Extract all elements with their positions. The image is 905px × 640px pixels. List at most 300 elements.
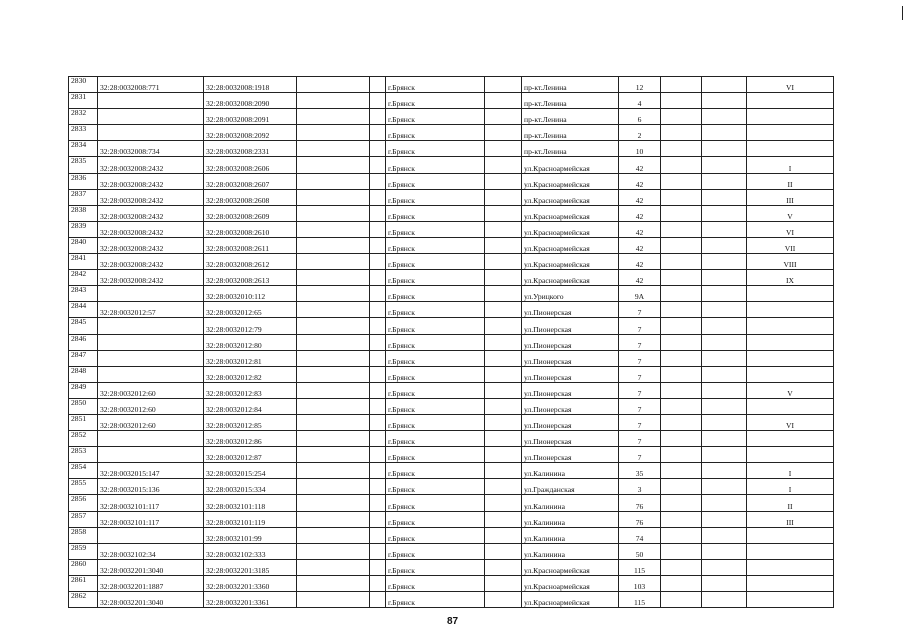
row-number-cell: 2851 <box>69 414 98 430</box>
table-row <box>69 431 834 447</box>
city-cell: г.Брянск <box>386 286 485 302</box>
empty-cell <box>297 398 370 414</box>
cadastral-number-cell <box>98 447 204 463</box>
cadastral-number-cell: 32:28:0032201:1887 <box>98 575 204 591</box>
street-cell: ул.Красноармейская <box>522 270 619 286</box>
empty-cell <box>702 173 747 189</box>
empty-cell <box>485 495 522 511</box>
empty-cell <box>661 93 702 109</box>
empty-cell <box>370 350 386 366</box>
row-number-cell: 2861 <box>69 575 98 591</box>
building-corpus-cell: IX <box>747 270 834 286</box>
row-number-cell: 2845 <box>69 318 98 334</box>
empty-cell <box>661 286 702 302</box>
cadastral-number-cell: 32:28:0032012:82 <box>204 366 297 382</box>
row-number-cell: 2831 <box>69 93 98 109</box>
cadastral-number-cell: 32:28:0032008:2611 <box>204 237 297 253</box>
cadastral-number-cell: 32:28:0032012:85 <box>204 414 297 430</box>
empty-cell <box>297 334 370 350</box>
house-number-cell: 12 <box>619 77 661 93</box>
row-number-cell: 2844 <box>69 302 98 318</box>
city-cell: г.Брянск <box>386 495 485 511</box>
empty-cell <box>702 141 747 157</box>
table-row <box>69 318 834 334</box>
cadastral-number-cell <box>98 125 204 141</box>
house-number-cell: 42 <box>619 173 661 189</box>
empty-cell <box>370 511 386 527</box>
city-cell: г.Брянск <box>386 479 485 495</box>
empty-cell <box>370 205 386 221</box>
cadastral-number-cell: 32:28:0032012:65 <box>204 302 297 318</box>
house-number-cell: 42 <box>619 205 661 221</box>
empty-cell <box>485 318 522 334</box>
building-corpus-cell: I <box>747 463 834 479</box>
building-corpus-cell <box>747 398 834 414</box>
city-cell: г.Брянск <box>386 575 485 591</box>
empty-cell <box>661 221 702 237</box>
cadastral-number-cell <box>98 431 204 447</box>
empty-cell <box>297 205 370 221</box>
empty-cell <box>370 495 386 511</box>
empty-cell <box>485 414 522 430</box>
empty-cell <box>297 350 370 366</box>
cadastral-number-cell: 32:28:0032201:3040 <box>98 592 204 608</box>
empty-cell <box>370 109 386 125</box>
empty-cell <box>702 125 747 141</box>
building-corpus-cell <box>747 431 834 447</box>
empty-cell <box>661 157 702 173</box>
empty-cell <box>702 559 747 575</box>
cadastral-number-cell: 32:28:0032008:734 <box>98 141 204 157</box>
table-row <box>69 543 834 559</box>
row-number-cell: 2860 <box>69 559 98 575</box>
row-number-cell: 2854 <box>69 463 98 479</box>
empty-cell <box>702 270 747 286</box>
empty-cell <box>370 237 386 253</box>
cadastral-number-cell: 32:28:0032015:334 <box>204 479 297 495</box>
cadastral-number-cell <box>98 334 204 350</box>
cadastral-number-cell: 32:28:0032008:2432 <box>98 173 204 189</box>
empty-cell <box>297 527 370 543</box>
street-cell: ул.Красноармейская <box>522 575 619 591</box>
row-number-cell: 2847 <box>69 350 98 366</box>
building-corpus-cell <box>747 93 834 109</box>
street-cell: пр-кт.Ленина <box>522 125 619 141</box>
empty-cell <box>661 463 702 479</box>
cadastral-number-cell <box>98 93 204 109</box>
empty-cell <box>702 205 747 221</box>
cadastral-number-cell <box>98 366 204 382</box>
street-cell: ул.Пионерская <box>522 318 619 334</box>
empty-cell <box>702 157 747 173</box>
row-number-cell: 2843 <box>69 286 98 302</box>
house-number-cell: 7 <box>619 366 661 382</box>
street-cell: ул.Калинина <box>522 527 619 543</box>
table-row <box>69 495 834 511</box>
table-row <box>69 382 834 398</box>
street-cell: ул.Красноармейская <box>522 173 619 189</box>
cadastral-number-cell: 32:28:0032008:2432 <box>98 189 204 205</box>
table-row <box>69 527 834 543</box>
street-cell: пр-кт.Ленина <box>522 141 619 157</box>
city-cell: г.Брянск <box>386 173 485 189</box>
city-cell: г.Брянск <box>386 254 485 270</box>
table-row <box>69 125 834 141</box>
house-number-cell: 115 <box>619 592 661 608</box>
empty-cell <box>297 157 370 173</box>
empty-cell <box>661 575 702 591</box>
city-cell: г.Брянск <box>386 382 485 398</box>
cadastral-number-cell: 32:28:0032012:81 <box>204 350 297 366</box>
building-corpus-cell: V <box>747 382 834 398</box>
empty-cell <box>702 382 747 398</box>
row-number-cell: 2833 <box>69 125 98 141</box>
house-number-cell: 103 <box>619 575 661 591</box>
city-cell: г.Брянск <box>386 157 485 173</box>
empty-cell <box>485 592 522 608</box>
empty-cell <box>485 511 522 527</box>
cadastral-number-cell: 32:28:0032010:112 <box>204 286 297 302</box>
building-corpus-cell <box>747 302 834 318</box>
row-number-cell: 2832 <box>69 109 98 125</box>
city-cell: г.Брянск <box>386 350 485 366</box>
row-number-cell: 2835 <box>69 157 98 173</box>
house-number-cell: 42 <box>619 270 661 286</box>
empty-cell <box>485 527 522 543</box>
empty-cell <box>661 447 702 463</box>
house-number-cell: 7 <box>619 334 661 350</box>
row-number-cell: 2850 <box>69 398 98 414</box>
empty-cell <box>370 398 386 414</box>
cadastral-number-cell: 32:28:0032008:2432 <box>98 157 204 173</box>
street-cell: ул.Пионерская <box>522 366 619 382</box>
empty-cell <box>702 189 747 205</box>
cadastral-number-cell: 32:28:0032102:34 <box>98 543 204 559</box>
table-row <box>69 157 834 173</box>
empty-cell <box>702 366 747 382</box>
empty-cell <box>370 559 386 575</box>
city-cell: г.Брянск <box>386 237 485 253</box>
empty-cell <box>485 479 522 495</box>
row-number-cell: 2857 <box>69 511 98 527</box>
empty-cell <box>370 527 386 543</box>
building-corpus-cell: V <box>747 205 834 221</box>
building-corpus-cell <box>747 543 834 559</box>
cadastral-number-cell: 32:28:0032008:2432 <box>98 254 204 270</box>
street-cell: ул.Красноармейская <box>522 237 619 253</box>
building-corpus-cell <box>747 559 834 575</box>
empty-cell <box>702 237 747 253</box>
empty-cell <box>661 189 702 205</box>
empty-cell <box>661 205 702 221</box>
empty-cell <box>297 221 370 237</box>
cadastral-number-cell: 32:28:0032008:2612 <box>204 254 297 270</box>
empty-cell <box>661 398 702 414</box>
empty-cell <box>661 109 702 125</box>
street-cell: ул.Калинина <box>522 543 619 559</box>
cadastral-number-cell: 32:28:0032008:2432 <box>98 270 204 286</box>
house-number-cell: 7 <box>619 302 661 318</box>
empty-cell <box>661 414 702 430</box>
street-cell: ул.Калинина <box>522 463 619 479</box>
empty-cell <box>661 334 702 350</box>
city-cell: г.Брянск <box>386 592 485 608</box>
empty-cell <box>661 350 702 366</box>
empty-cell <box>661 511 702 527</box>
cadastral-number-cell: 32:28:0032012:84 <box>204 398 297 414</box>
cadastral-number-cell: 32:28:0032008:771 <box>98 77 204 93</box>
house-number-cell: 6 <box>619 109 661 125</box>
empty-cell <box>297 447 370 463</box>
house-number-cell: 3 <box>619 479 661 495</box>
empty-cell <box>485 189 522 205</box>
empty-cell <box>661 559 702 575</box>
house-number-cell: 42 <box>619 157 661 173</box>
cadastral-number-cell: 32:28:0032101:119 <box>204 511 297 527</box>
street-cell: ул.Пионерская <box>522 414 619 430</box>
empty-cell <box>485 109 522 125</box>
empty-cell <box>661 141 702 157</box>
empty-cell <box>661 495 702 511</box>
empty-cell <box>702 495 747 511</box>
city-cell: г.Брянск <box>386 398 485 414</box>
table-row <box>69 173 834 189</box>
cadastral-number-cell: 32:28:0032201:3185 <box>204 559 297 575</box>
city-cell: г.Брянск <box>386 463 485 479</box>
city-cell: г.Брянск <box>386 189 485 205</box>
table-row <box>69 205 834 221</box>
empty-cell <box>485 334 522 350</box>
row-number-cell: 2838 <box>69 205 98 221</box>
row-number-cell: 2840 <box>69 237 98 253</box>
empty-cell <box>370 592 386 608</box>
house-number-cell: 7 <box>619 414 661 430</box>
empty-cell <box>485 125 522 141</box>
city-cell: г.Брянск <box>386 77 485 93</box>
house-number-cell: 7 <box>619 398 661 414</box>
empty-cell <box>370 414 386 430</box>
empty-cell <box>661 237 702 253</box>
row-number-cell: 2848 <box>69 366 98 382</box>
cadastral-number-cell: 32:28:0032201:3360 <box>204 575 297 591</box>
empty-cell <box>370 254 386 270</box>
empty-cell <box>297 270 370 286</box>
house-number-cell: 7 <box>619 382 661 398</box>
cadastral-number-cell: 32:28:0032201:3361 <box>204 592 297 608</box>
row-number-cell: 2842 <box>69 270 98 286</box>
empty-cell <box>661 366 702 382</box>
empty-cell <box>370 221 386 237</box>
cadastral-number-cell: 32:28:0032201:3040 <box>98 559 204 575</box>
city-cell: г.Брянск <box>386 93 485 109</box>
building-corpus-cell: II <box>747 495 834 511</box>
street-cell: ул.Пионерская <box>522 431 619 447</box>
page-number: 87 <box>446 616 459 627</box>
empty-cell <box>297 414 370 430</box>
building-corpus-cell: VI <box>747 414 834 430</box>
cadastral-number-cell: 32:28:0032008:2432 <box>98 237 204 253</box>
building-corpus-cell: VI <box>747 221 834 237</box>
cadastral-number-cell: 32:28:0032015:136 <box>98 479 204 495</box>
empty-cell <box>485 398 522 414</box>
city-cell: г.Брянск <box>386 302 485 318</box>
empty-cell <box>370 157 386 173</box>
house-number-cell: 42 <box>619 221 661 237</box>
table-row <box>69 350 834 366</box>
building-corpus-cell <box>747 350 834 366</box>
empty-cell <box>485 543 522 559</box>
empty-cell <box>297 543 370 559</box>
building-corpus-cell: I <box>747 479 834 495</box>
empty-cell <box>702 302 747 318</box>
house-number-cell: 7 <box>619 350 661 366</box>
empty-cell <box>370 334 386 350</box>
empty-cell <box>661 270 702 286</box>
empty-cell <box>702 350 747 366</box>
empty-cell <box>485 286 522 302</box>
empty-cell <box>297 382 370 398</box>
cadastral-number-cell: 32:28:0032101:117 <box>98 495 204 511</box>
street-cell: ул.Пионерская <box>522 398 619 414</box>
city-cell: г.Брянск <box>386 414 485 430</box>
city-cell: г.Брянск <box>386 205 485 221</box>
building-corpus-cell: I <box>747 157 834 173</box>
empty-cell <box>370 173 386 189</box>
row-number-cell: 2846 <box>69 334 98 350</box>
empty-cell <box>485 173 522 189</box>
city-cell: г.Брянск <box>386 318 485 334</box>
empty-cell <box>370 189 386 205</box>
empty-cell <box>370 366 386 382</box>
street-cell: ул.Красноармейская <box>522 189 619 205</box>
cadastral-number-cell: 32:28:0032012:80 <box>204 334 297 350</box>
row-number-cell: 2862 <box>69 592 98 608</box>
empty-cell <box>702 77 747 93</box>
table-row <box>69 302 834 318</box>
building-corpus-cell <box>747 318 834 334</box>
empty-cell <box>297 431 370 447</box>
table-row <box>69 559 834 575</box>
empty-cell <box>297 125 370 141</box>
empty-cell <box>297 302 370 318</box>
empty-cell <box>297 109 370 125</box>
table-row <box>69 511 834 527</box>
cadastral-number-cell <box>98 527 204 543</box>
building-corpus-cell <box>747 109 834 125</box>
building-corpus-cell: II <box>747 173 834 189</box>
street-cell: ул.Пионерская <box>522 350 619 366</box>
street-cell: ул.Красноармейская <box>522 559 619 575</box>
empty-cell <box>702 575 747 591</box>
table-row <box>69 221 834 237</box>
empty-cell <box>485 447 522 463</box>
empty-cell <box>297 141 370 157</box>
house-number-cell: 50 <box>619 543 661 559</box>
row-number-cell: 2852 <box>69 431 98 447</box>
empty-cell <box>702 414 747 430</box>
building-corpus-cell: III <box>747 511 834 527</box>
table-row <box>69 463 834 479</box>
empty-cell <box>297 77 370 93</box>
page-edge-mark <box>902 6 903 20</box>
city-cell: г.Брянск <box>386 431 485 447</box>
empty-cell <box>297 575 370 591</box>
empty-cell <box>702 592 747 608</box>
cadastral-number-cell: 32:28:0032008:2432 <box>98 205 204 221</box>
empty-cell <box>661 125 702 141</box>
cadastral-number-cell: 32:28:0032101:118 <box>204 495 297 511</box>
empty-cell <box>297 189 370 205</box>
empty-cell <box>297 93 370 109</box>
table-row <box>69 237 834 253</box>
cadastral-number-cell: 32:28:0032008:2608 <box>204 189 297 205</box>
empty-cell <box>702 109 747 125</box>
row-number-cell: 2859 <box>69 543 98 559</box>
empty-cell <box>702 447 747 463</box>
table-row <box>69 592 834 608</box>
empty-cell <box>661 254 702 270</box>
house-number-cell: 76 <box>619 511 661 527</box>
house-number-cell: 10 <box>619 141 661 157</box>
empty-cell <box>702 334 747 350</box>
city-cell: г.Брянск <box>386 511 485 527</box>
table-row <box>69 189 834 205</box>
table-row <box>69 414 834 430</box>
empty-cell <box>297 592 370 608</box>
street-cell: ул.Красноармейская <box>522 221 619 237</box>
cadastral-number-cell: 32:28:0032012:87 <box>204 447 297 463</box>
empty-cell <box>702 527 747 543</box>
empty-cell <box>702 398 747 414</box>
house-number-cell: 74 <box>619 527 661 543</box>
empty-cell <box>297 559 370 575</box>
empty-cell <box>702 318 747 334</box>
street-cell: ул.Урицкого <box>522 286 619 302</box>
empty-cell <box>661 431 702 447</box>
empty-cell <box>485 366 522 382</box>
cadastral-number-cell: 32:28:0032008:2090 <box>204 93 297 109</box>
table-row <box>69 93 834 109</box>
empty-cell <box>661 382 702 398</box>
empty-cell <box>485 93 522 109</box>
cadastral-number-cell: 32:28:0032008:2609 <box>204 205 297 221</box>
building-corpus-cell <box>747 447 834 463</box>
cadastral-number-cell: 32:28:0032008:2091 <box>204 109 297 125</box>
empty-cell <box>485 559 522 575</box>
empty-cell <box>370 479 386 495</box>
cadastral-number-cell: 32:28:0032012:83 <box>204 382 297 398</box>
cadastral-number-cell: 32:28:0032012:79 <box>204 318 297 334</box>
cadastral-number-cell: 32:28:0032012:60 <box>98 414 204 430</box>
empty-cell <box>485 77 522 93</box>
building-corpus-cell <box>747 592 834 608</box>
empty-cell <box>370 141 386 157</box>
empty-cell <box>370 382 386 398</box>
city-cell: г.Брянск <box>386 221 485 237</box>
empty-cell <box>485 382 522 398</box>
building-corpus-cell <box>747 125 834 141</box>
table-row <box>69 109 834 125</box>
empty-cell <box>661 77 702 93</box>
building-corpus-cell: III <box>747 189 834 205</box>
cadastral-number-cell: 32:28:0032008:2092 <box>204 125 297 141</box>
building-corpus-cell <box>747 141 834 157</box>
empty-cell <box>297 286 370 302</box>
table-row <box>69 575 834 591</box>
street-cell: ул.Пионерская <box>522 302 619 318</box>
street-cell: пр-кт.Ленина <box>522 109 619 125</box>
empty-cell <box>370 543 386 559</box>
